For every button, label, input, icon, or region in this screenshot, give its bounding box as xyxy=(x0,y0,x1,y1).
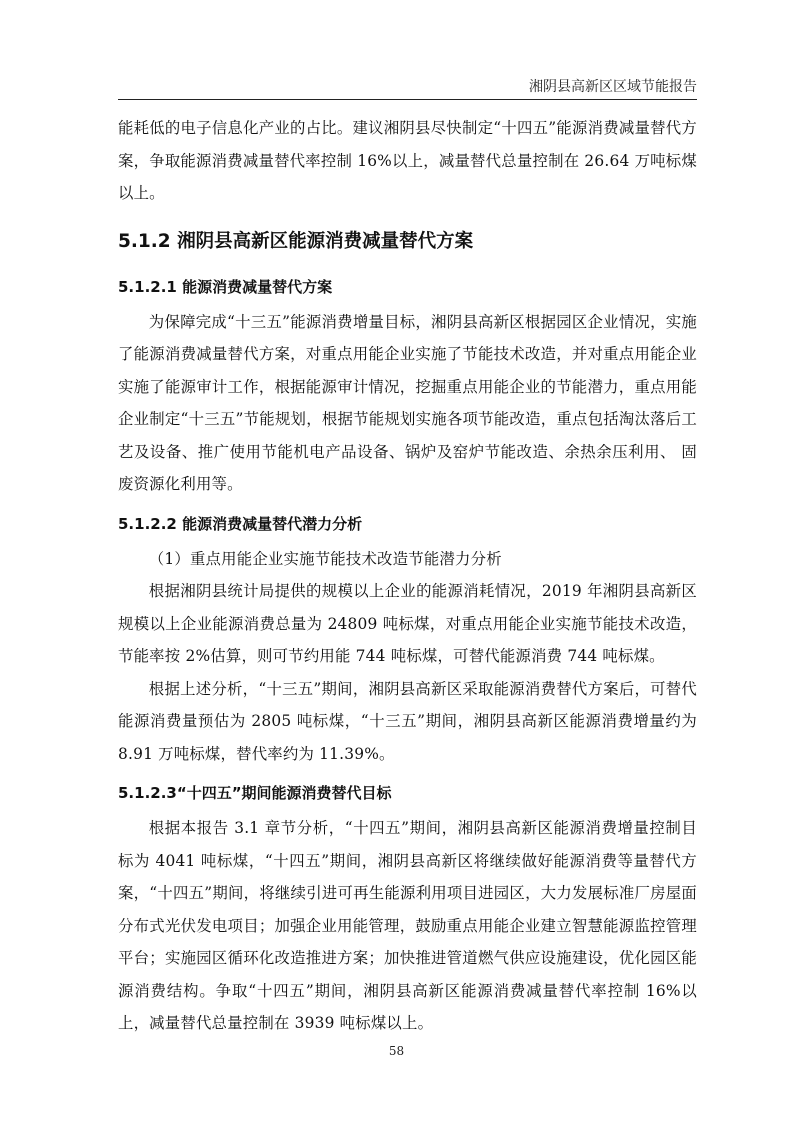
subsection-heading-5-1-2-1: 5.1.2.1 能源消费减量替代方案 xyxy=(118,277,333,296)
intro-paragraph: 能耗低的电子信息化产业的占比。建议湘阴县尽快制定“十四五”能源消费减量替代方案，争取能源消费减量替代率控制 16%以上，减量替代总量控制在 26.64 万吨标煤以上。 xyxy=(118,119,697,202)
document-body xyxy=(118,112,697,1040)
header-divider xyxy=(118,99,697,100)
running-header-title: 湘阴县高新区区域节能报告 xyxy=(529,79,697,95)
item-label-technical-retrofit: （1）重点用能企业实施节能技术改造节能潜力分析 xyxy=(148,549,502,568)
subsection-heading-5-1-2-3: 5.1.2.3“十四五”期间能源消费替代目标 xyxy=(118,784,392,802)
page-number: 58 xyxy=(388,1044,405,1058)
paragraph-energy-savings-estimate: 根据湘阴县统计局提供的规模以上企业的能源消耗情况，2019 年湘阴县高新区规模以上企业能源消费总量为 24809 吨标煤，对重点用能企业实施节能技术改造，节能率按 2%估算，则可节约用能 744 吨标煤，可替代能源消费 744 吨标煤。 xyxy=(118,582,697,665)
section-heading-5-1-2: 5.1.2 湘阴县高新区能源消费减量替代方案 xyxy=(118,230,474,252)
paragraph-14th-plan-target: 根据本报告 3.1 章节分析，“十四五”期间，湘阴县高新区能源消费增量控制目标为 4041 吨标煤，“十四五”期间，湘阴县高新区将继续做好能源消费等量替代方案，“十四五”期间，将继续引进可再生能源利用项目进园区，大力发展标准厂房屋面分布式光伏发电项目；加强企业用能管理，鼓励重点用能企业建立智慧能源监控管理平台；实施园区循环化改造推进方案；加快推进管道燃气供应设施建设，优化园区能源消费结构。争取“十四五”期间，湘阴县高新区能源消费减量替代率控制 16%以上，减量替代总量控制在 3939 吨标煤以上。 xyxy=(118,819,697,1032)
subsection-heading-5-1-2-2: 5.1.2.2 能源消费减量替代潜力分析 xyxy=(118,514,363,533)
paragraph-replacement-rate: 根据上述分析，“十三五”期间，湘阴县高新区采取能源消费替代方案后，可替代能源消费量预估为 2805 吨标煤，“十三五”期间，湘阴县高新区能源消费增量约为 8.91 万吨标煤，替代率约为 11.39%。 xyxy=(118,679,697,763)
paragraph-replacement-plan: 为保障完成“十三五”能源消费增量目标，湘阴县高新区根据园区企业情况，实施了能源消费减量替代方案，对重点用能企业实施了节能技术改造，并对重点用能企业实施了能源审计工作，根据能源审计情况，挖掘重点用能企业的节能潜力，重点用能企业制定“十三五”节能规划，根据节能规划实施各项节能改造，重点包括淘汰落后工艺及设备、推广使用节能机电产品设备、锅炉及窑炉节能改造、余热余压利用、 固废资源化利用等。 xyxy=(118,312,697,493)
